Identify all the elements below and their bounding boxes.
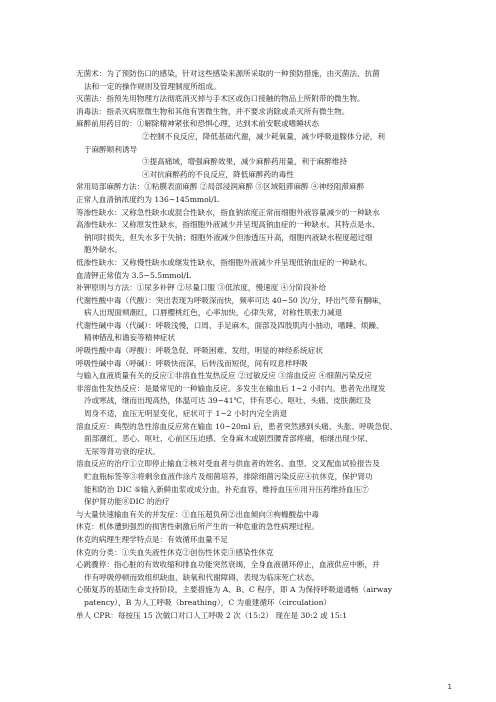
text-line: 等渗性缺水：又称急性缺水或混合性缺水，指血钠浓度正常而细胞外液容量减少的一种缺水: [76, 207, 380, 217]
text-line: 与大量快速输血有关的并发症：①血压超负荷②出血倾向③枸橼酸盐中毒: [76, 509, 319, 519]
text-line: 精神错乱和谵妄等精神症状: [84, 333, 176, 343]
text-line: 补钾原则与方法：①尿多补钾 ②尽量口服 ③低浓度，慢速度 ④分阶段补给: [76, 283, 327, 293]
text-line: 溶血反应的治疗①立即停止输血②核对受血者与供血者的姓名、血型、交叉配血试验报告及: [76, 459, 380, 469]
text-line: 正常人血清钠浓度约为 136~145mmol/L: [76, 194, 219, 204]
text-line: 溶血反应：典型的急性溶血反应常在输血 10~20ml 后，患者突然感到头痛、头胀、呼吸急促、: [76, 421, 398, 431]
text-line: patency），B 为人工呼吸（breathing），C 为重建循环（circulation）: [84, 597, 332, 607]
text-line: 面部潮红、恶心、呕吐、心前区压迫感、全身麻木或剧烈腰背部疼痛，相继出现少尿、: [84, 434, 373, 444]
text-line: 冷或寒战，继而出现高热，体温可达 39~41℃，伴有恶心、呕吐、头痛、皮肤潮红及: [84, 396, 372, 406]
text-line: ④对抗麻醉药的不良反应，降低麻醉药的毒性: [142, 169, 294, 179]
text-line: 法和一定的操作规则及管理制度所组成。: [84, 81, 221, 91]
text-line: 周身不适，血压无明显变化，症状可于 1~2 小时内完全消退: [84, 409, 288, 419]
text-line: 病人出现面颊潮红，口唇樱桃红色，心率加快，心律失常，对称性肌张力减退: [84, 308, 343, 318]
text-line: 代谢性碱中毒（代碱）：呼吸浅慢，口周、手足麻木，面部及四肢肌肉小抽动，嗜睡、烦躁、: [76, 320, 384, 330]
text-line: 心肺复苏的基础生命支持阶段，主要措施为 A、B、C 程序，即 A 为保持呼吸道通畅（airway: [76, 585, 393, 595]
text-line: 血清钾正常值为 3.5~5.5mmol/L: [76, 270, 192, 280]
text-line: 代谢性酸中毒（代酸）：突出表现为呼吸深而快，频率可达 40~50 次/分，呼出气带有酮味，: [76, 295, 387, 305]
text-line: 保护肾功能⑧DIC 的治疗: [84, 497, 170, 507]
text-line: 与输入血液质量有关的反应①非溶血性发热反应 ②过敏反应 ③溶血反应 ④细菌污染反应: [76, 371, 372, 381]
text-line: 能和防治 DIC ⑤输入新鲜血浆或成分血，补充血容，维持血压⑥用升压药维持血压⑦: [84, 484, 369, 494]
text-line: 灭菌法：指预先用物理方法彻底消灭掉与手术区或伤口接触的物品上所附带的微生物。: [76, 94, 365, 104]
text-line: 常用局部麻醉方法：①粘膜表面麻醉 ②局部浸润麻醉 ③区域阻滞麻醉 ④神经阻滞麻醉: [76, 182, 365, 192]
text-line: 消毒法：指杀灭病原微生物和其他有害微生物，并不要求消除或杀灭所有微生物。: [76, 106, 350, 116]
text-line: 休克的病理生理学特点是：有效循环血量不足: [76, 534, 228, 544]
text-line: 于麻醉顺利诱导: [84, 144, 138, 154]
text-line: 贮血瓶标签等③将剩余血液作涂片及细菌培养，排除细菌污染反应④抗休克，保护肾功: [84, 472, 373, 481]
text-line: 伴有呼吸停顿而致组织缺血、缺氧和代谢障碍，表现为临床死亡状态。: [84, 572, 320, 582]
text-line: 非溶血性发热反应：是最常见的一种输血反应。多发生在输血后 1~2 小时内。患者先出现发: [76, 383, 386, 393]
text-line: 呼吸性酸中毒（呼酸）：呼吸急促、呼吸困难、发绀，明显的神经系统症状: [76, 346, 323, 356]
text-line: 单人 CPR：每按压 15 次做口对口人工呼吸 2 次（15:2） 现在是 30:2 或 15:1: [76, 610, 348, 620]
text-line: ②控制不良反应，降低基础代谢，减少耗氧量，减少呼吸道腺体分泌，利: [142, 131, 385, 141]
page-content: [76, 68, 454, 622]
text-line: 休克：机体遭到强烈的损害性刺激后所产生的一种危重的急性病理过程。: [76, 522, 319, 532]
text-line: 无菌术：为了预防伤口的感染，针对这些感染来源所采取的一种预防措施，由灭菌法、抗菌: [76, 69, 380, 78]
text-line: 麻醉前用药目的：①解除精神紧张和恐惧心理，达到术前安眠或嗜睡状态: [76, 119, 319, 129]
text-line: 无尿等肾功衰的症状。: [84, 446, 160, 456]
text-line: 低渗性缺水：又称慢性缺水或继发性缺水，指细胞外液减少并呈现低钠血症的一种缺水。: [76, 257, 373, 267]
text-line: 胞外缺水。: [84, 245, 122, 255]
text-line: 呼吸性碱中毒（呼碱）：呼吸快而深，后转浅而短促，间有叹息样呼吸: [76, 358, 308, 368]
text-line: 高渗性缺水：又称原发性缺水，指细胞外液减少并呈现高钠血症的一种缺水。其特点是水、: [76, 220, 380, 230]
page-number: 1: [447, 683, 452, 691]
text-line: 钠同时损失，但失水多于失钠；细胞外液减少但渗透压升高，细胞内液缺水程度超过细: [84, 232, 373, 242]
text-line: ③提高痛域，增强麻醉效果，减少麻醉药用量，利于麻醉维持: [142, 157, 348, 167]
text-line: 心跳骤停：指心脏的有效收缩和排血功能突然衰竭，全身血液循环停止，血液供应中断，并: [76, 560, 380, 570]
text-line: 休克的分类：①失血失液性休克②创伤性休克③感染性休克: [76, 547, 274, 557]
